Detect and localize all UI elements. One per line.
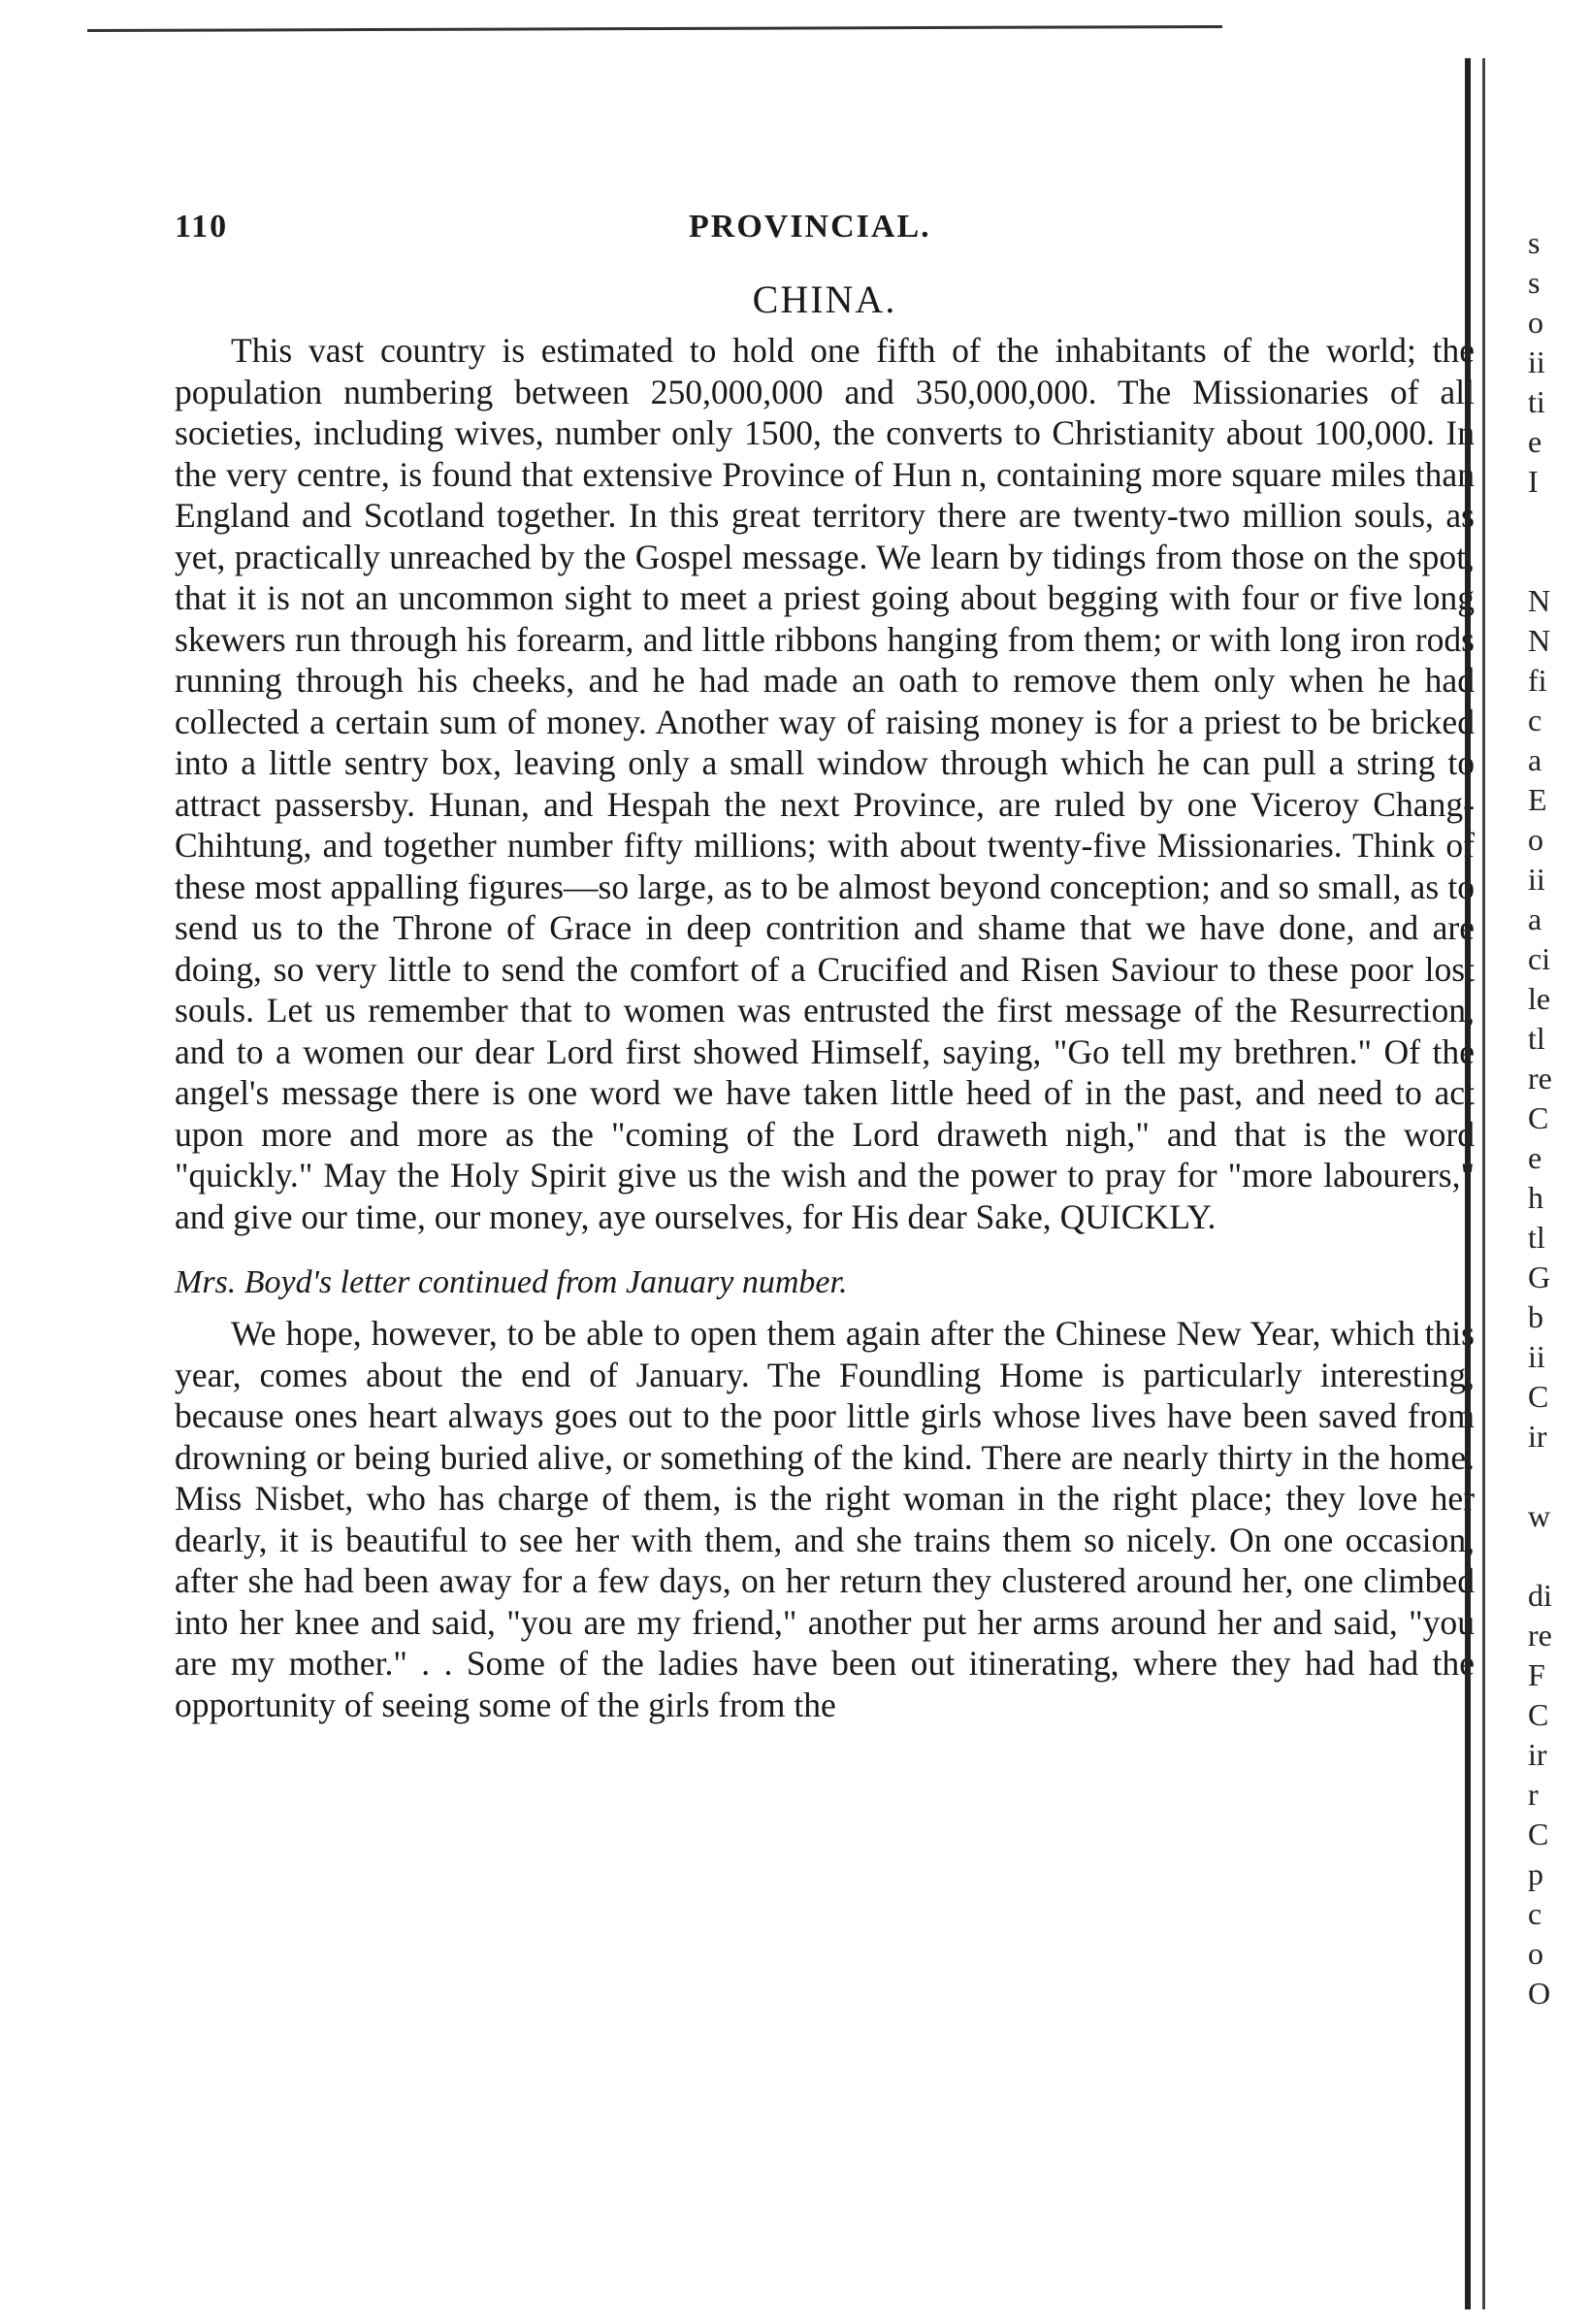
facing-page-fragment: N	[1528, 583, 1551, 618]
facing-page-fragment: s	[1528, 225, 1541, 260]
facing-page-fragment: fi	[1528, 663, 1547, 698]
running-head	[175, 209, 1475, 257]
facing-page-fragment: a	[1528, 901, 1542, 936]
page-number: 110	[175, 209, 229, 245]
facing-page-fragment: re	[1528, 1618, 1552, 1653]
facing-page-fragment: G	[1528, 1260, 1551, 1294]
facing-page-fragment	[1528, 502, 1586, 541]
letter-paragraph: We hope, however, to be able to open them again after the Chinese New Year, which this year, comes about the end of January. The Foundling Home is particularly interesting, because ones heart always goes out to the poor little girls whose lives have been saved from drowning or being buried alive, or something of the kind. There are nearly thirty in the home. Miss Nisbet, who has charge of them, is the right woman in the right place; they love her dearly, it is beautiful to see her with them, and she trains them so nicely. On one occasion, after she had been away for a few days, on her return they clustered around her, one climbed into her knee and said, "you are my friend," another put her arms around her and said, "you are my mother." . . Some of the ladies have been out itinerating, where they had had the opportunity of seeing some of the girls from the	[175, 1314, 1475, 1724]
facing-page-fragment	[1528, 1457, 1586, 1496]
section-heading: CHINA.	[752, 278, 897, 321]
facing-page-fragment: N	[1528, 623, 1551, 658]
facing-page-fragment: ir	[1528, 1737, 1547, 1772]
top-rule	[87, 16, 1222, 32]
facing-page-fragment: E	[1528, 782, 1547, 817]
facing-page-fragment: ir	[1528, 1419, 1547, 1454]
facing-page-fragment: ii	[1528, 1339, 1545, 1374]
facing-page-fragment: ii	[1528, 862, 1545, 897]
facing-page-fragment: I	[1528, 464, 1539, 499]
facing-page-fragment: h	[1528, 1180, 1543, 1215]
facing-page-fragment: tl	[1528, 1220, 1545, 1255]
facing-page-fragment: ti	[1528, 384, 1545, 419]
facing-page-fragment: w	[1528, 1498, 1551, 1533]
facing-page-fragment: c	[1528, 1896, 1542, 1931]
facing-page-fragment: di	[1528, 1578, 1552, 1613]
facing-page-fragment: r	[1528, 1777, 1539, 1812]
facing-page-fragment: re	[1528, 1061, 1552, 1096]
facing-page-fragments	[1528, 223, 1586, 2013]
facing-page-fragment: s	[1528, 265, 1541, 300]
facing-page-fragment: b	[1528, 1299, 1543, 1334]
facing-page-fragment: O	[1528, 1976, 1551, 2011]
facing-page-fragment	[1528, 1536, 1586, 1576]
facing-page-fragment: o	[1528, 1936, 1543, 1971]
china-paragraph: This vast country is estimated to hold one fifth of the inhabitants of the world; the population numbering between 250,000,000 and 350,000,000. The Missionaries of all societies, including wives, number only 1500, the converts to Christianity about 100,000. In the very centre, is found that extensive Province of Hun n, containing more square miles than England and Scotland together. In this great territory there are twenty-two million souls, as yet, practically unreached by the Gospel message. We learn by tidings from those on the spot, that it is not an uncommon sight to meet a priest going about begging with four or five long skewers run through his forearm, and little ribbons hanging from them; or with long iron rods running through his cheeks, and he had made an oath to remove them only when he had collected a certain sum of money. Another way of raising money is for a priest to be bricked into a little sentry box, leaving only a small window through which he can pull a string to attract passersby. Hunan, and Hespah the next Province, are ruled by one Viceroy Chang-Chihtung, and together number fifty millions; with about twenty-five Missionaries. Think of these most appalling figures—so large, as to be almost beyond conception; and so small, as to send us to the Throne of Grace in deep contrition and shame that we have done, and are doing, so very little to send the comfort of a Crucified and Risen Saviour to these poor lost souls. Let us remember that to women was entrusted the first message of the Resurrection, and to a women our dear Lord first showed Himself, saying, "Go tell my brethren." Of the angel's message there is one word we have taken little heed of in the past, and need to act upon more and more as the "coming of the Lord draweth nigh," and that is the word "quickly." May the Holy Spirit give us the wish and the power to pray for "more labourers," and give our time, our money, aye ourselves, for His dear Sake, QUICKLY.	[175, 331, 1475, 1236]
facing-page-fragment: C	[1528, 1379, 1549, 1414]
facing-page-fragment: tl	[1528, 1021, 1545, 1056]
facing-page-fragment: o	[1528, 305, 1543, 340]
letter-heading: Mrs. Boyd's letter continued from January number.	[175, 1264, 848, 1300]
facing-page-fragment	[1528, 541, 1586, 581]
facing-page-fragment: F	[1528, 1657, 1545, 1692]
binding-edge-inner	[1482, 58, 1507, 2309]
china-article	[175, 330, 1475, 1237]
facing-page-fragment: C	[1528, 1100, 1549, 1135]
facing-page-fragment: ii	[1528, 344, 1545, 379]
facing-page-fragment: ci	[1528, 941, 1551, 976]
facing-page-fragment: c	[1528, 703, 1542, 737]
facing-page-fragment: a	[1528, 742, 1542, 777]
facing-page-fragment: e	[1528, 1140, 1542, 1175]
running-title: PROVINCIAL.	[689, 209, 931, 245]
facing-page-fragment: e	[1528, 424, 1542, 459]
facing-page-fragment: le	[1528, 981, 1551, 1016]
letter-article	[175, 1313, 1475, 1725]
page	[175, 209, 1475, 1725]
facing-page-fragment: o	[1528, 822, 1543, 857]
facing-page-fragment: p	[1528, 1856, 1543, 1891]
facing-page-fragment: C	[1528, 1817, 1549, 1851]
facing-page-fragment: C	[1528, 1697, 1549, 1732]
